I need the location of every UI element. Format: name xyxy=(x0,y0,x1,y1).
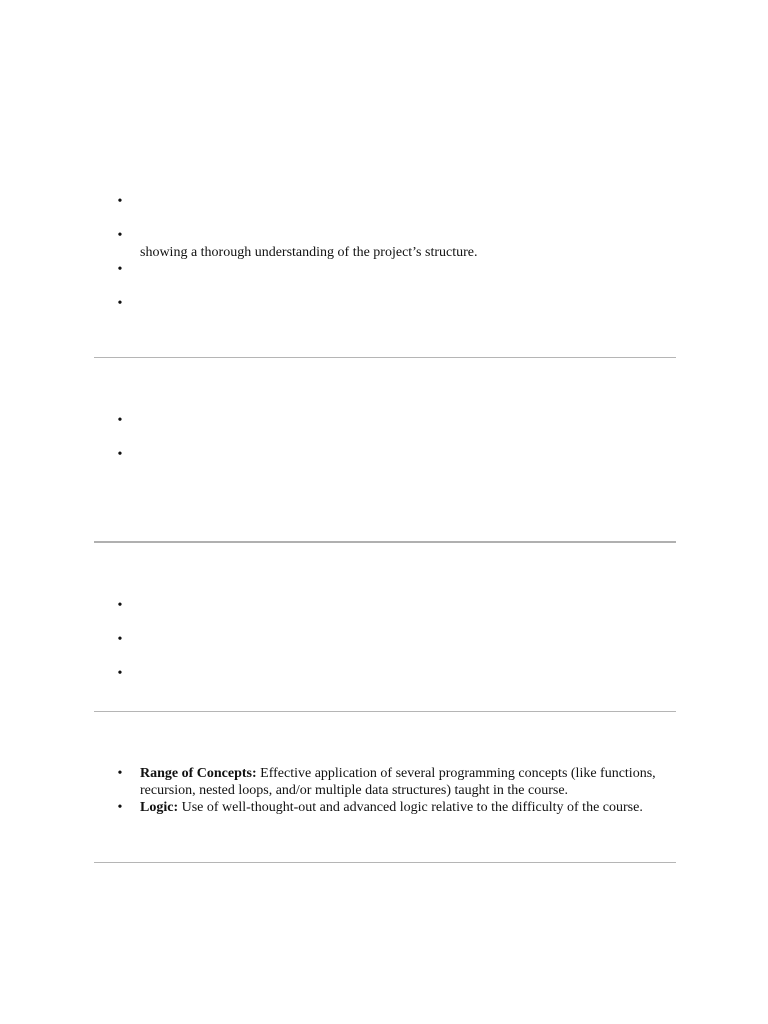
bullet-icon: • xyxy=(117,413,123,428)
bullet-icon: • xyxy=(117,666,123,681)
criteria-section-1 xyxy=(94,193,676,329)
criteria-section-4 xyxy=(94,765,676,816)
list-item xyxy=(94,631,676,648)
list-item-text xyxy=(140,765,676,799)
section-divider xyxy=(94,862,676,863)
bullet-icon: • xyxy=(117,632,123,647)
list-item xyxy=(94,665,676,682)
criterion-label: Range of Concepts: xyxy=(140,766,257,781)
bullet-icon: • xyxy=(117,228,123,243)
list-item xyxy=(94,597,676,614)
criteria-section-3 xyxy=(94,597,676,699)
bullet-icon: • xyxy=(117,194,123,209)
section-divider xyxy=(94,541,676,543)
section-divider xyxy=(94,357,676,358)
bullet-icon: • xyxy=(117,447,123,462)
criterion-description: Effective application of several programming concepts (like functions, recursion, nested loops, and/or multiple data structures) taught in the course. xyxy=(140,766,656,798)
list-item-text: showing a thorough understanding of the project’s structure. xyxy=(140,245,478,260)
list-item xyxy=(94,765,676,799)
list-item xyxy=(94,446,676,463)
list-item xyxy=(94,193,676,210)
section-divider xyxy=(94,711,676,712)
bullet-icon: • xyxy=(117,296,123,311)
list-item xyxy=(94,227,676,261)
list-item xyxy=(94,412,676,429)
list-item xyxy=(94,799,676,816)
criteria-section-2 xyxy=(94,412,676,480)
list-item-text xyxy=(140,799,676,816)
bullet-icon: • xyxy=(117,800,123,815)
bullet-list xyxy=(94,412,676,463)
bullet-list xyxy=(94,765,676,816)
bullet-icon: • xyxy=(117,766,123,781)
bullet-icon: • xyxy=(117,262,123,277)
list-item xyxy=(94,295,676,312)
criterion-description: Use of well-thought-out and advanced logic relative to the difficulty of the course. xyxy=(178,800,643,815)
bullet-list xyxy=(94,193,676,312)
bullet-icon: • xyxy=(117,598,123,613)
bullet-list xyxy=(94,597,676,682)
list-item xyxy=(94,261,676,278)
criterion-label: Logic: xyxy=(140,800,179,815)
